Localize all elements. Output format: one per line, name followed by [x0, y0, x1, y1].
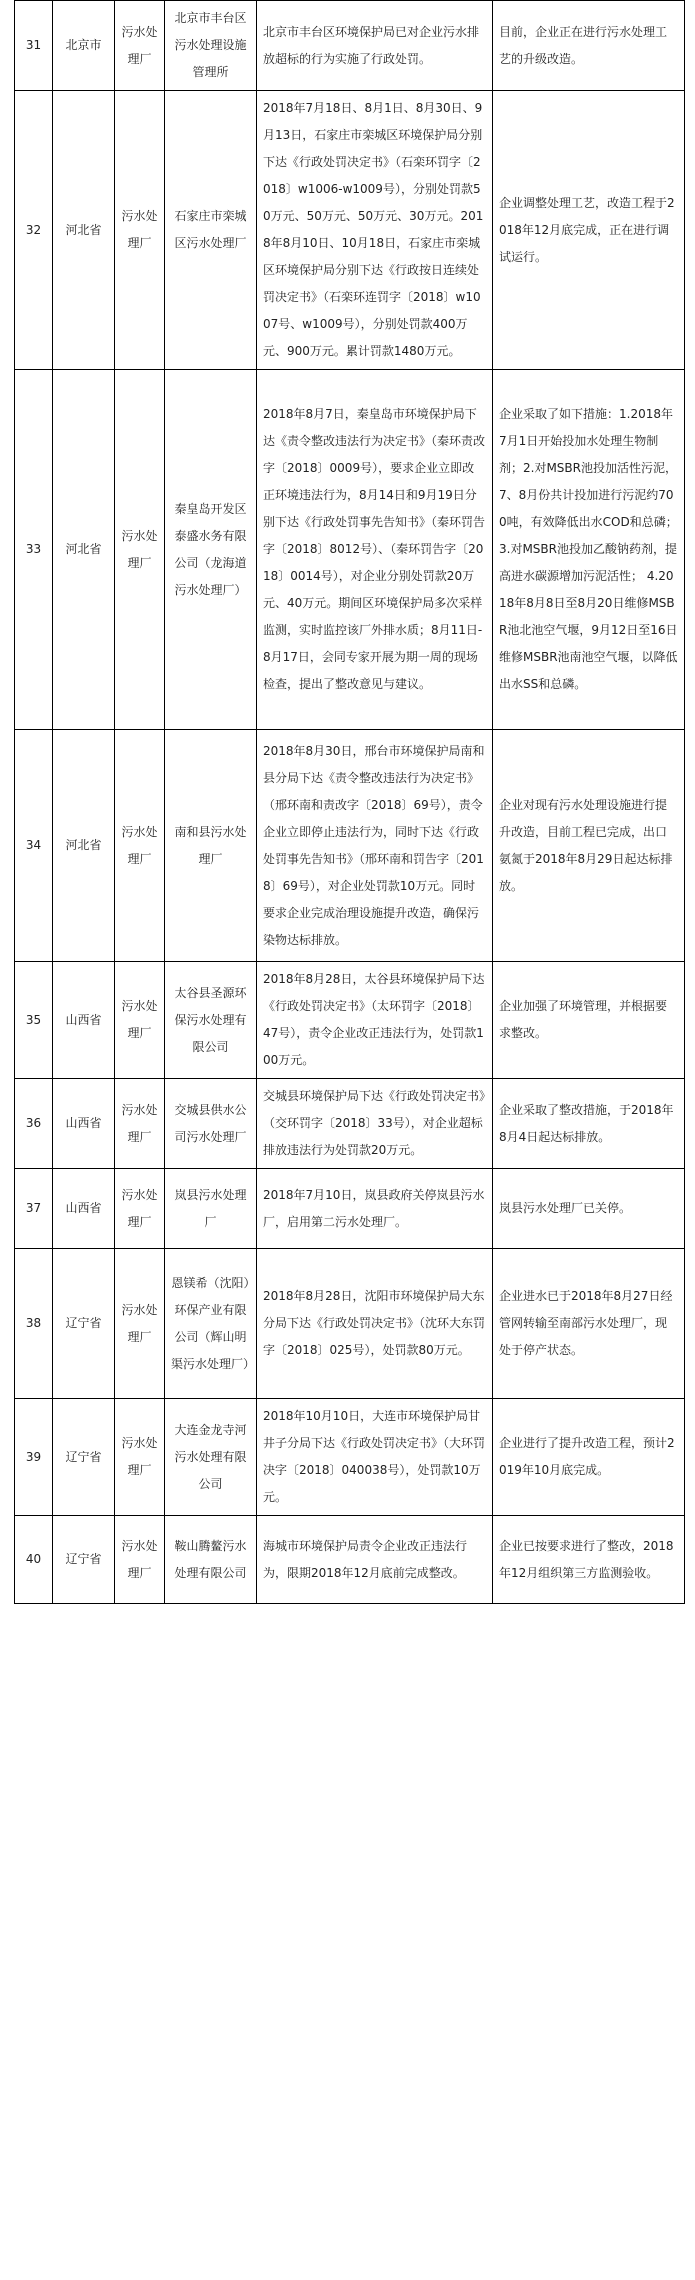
table-row: [15, 370, 685, 730]
facility-type-cell: 污水处理厂: [115, 962, 165, 1079]
rectification-status-cell: 目前，企业正在进行污水处理工艺的升级改造。: [493, 1, 685, 91]
facility-type-cell: 污水处理厂: [115, 1516, 165, 1604]
penalty-details-cell: 2018年8月7日，秦皇岛市环境保护局下达《责令整改违法行为决定书》（秦环责改字〔2018〕0009号），要求企业立即改正环境违法行为，8月14日和9月19日分别下达《行政处罚事先告知书》（秦环罚告字〔2018〕8012号）、（秦环罚告字〔2018〕0014号），对企业分别处罚款20万元、40万元。期间区环境保护局多次采样监测，实时监控该厂外排水质；8月11日-8月17日，会同专家开展为期一周的现场检查，提出了整改意见与建议。: [257, 370, 493, 730]
rectification-status-cell: 企业进行了提升改造工程，预计2019年10月底完成。: [493, 1399, 685, 1516]
province-cell: 山西省: [53, 1169, 115, 1249]
row-number: 35: [15, 962, 53, 1079]
rectification-status-cell: 企业已按要求进行了整改，2018年12月组织第三方监测验收。: [493, 1516, 685, 1604]
penalty-details-cell: 2018年10月10日，大连市环境保护局甘井子分局下达《行政处罚决定书》（大环罚决字〔2018〕040038号），处罚款10万元。: [257, 1399, 493, 1516]
enterprise-name-cell: 恩镁希（沈阳）环保产业有限公司（辉山明渠污水处理厂）: [165, 1249, 257, 1399]
penalty-details-cell: 2018年7月18日、8月1日、8月30日、9月13日，石家庄市栾城区环境保护局分别下达《行政处罚决定书》（石栾环罚字〔2018〕w1006-w1009号），分别处罚款50万元、50万元、50万元、30万元。2018年8月10日、10月18日，石家庄市栾城区环境保护局分别下达《行政按日连续处罚决定书》（石栾环连罚字〔2018〕w1007号、w1009号），分别处罚款400万元、900万元。累计罚款1480万元。: [257, 91, 493, 370]
enterprise-name-cell: 大连金龙寺河污水处理有限公司: [165, 1399, 257, 1516]
table-row: [15, 1169, 685, 1249]
facility-type-cell: 污水处理厂: [115, 91, 165, 370]
table-row: [15, 1516, 685, 1604]
row-number: 39: [15, 1399, 53, 1516]
facility-type-cell: 污水处理厂: [115, 1169, 165, 1249]
table-row: [15, 1249, 685, 1399]
facility-type-cell: 污水处理厂: [115, 1, 165, 91]
row-number: 33: [15, 370, 53, 730]
province-cell: 辽宁省: [53, 1249, 115, 1399]
table-row: [15, 1079, 685, 1169]
enterprise-name-cell: 太谷县圣源环保污水处理有限公司: [165, 962, 257, 1079]
table-row: [15, 1, 685, 91]
rectification-status-cell: 企业采取了如下措施：1.2018年7月1日开始投加水处理生物制剂；2.对MSBR池投加活性污泥，7、8月份共计投加进行污泥约700吨，有效降低出水COD和总磷；3.对MSBR池投加乙酸钠药剂，提高进水碳源增加污泥活性； 4.2018年8月8日至8月20日维修MSBR池北池空气堰，9月12日至16日维修MSBR池南池空气堰，以降低出水SS和总磷。: [493, 370, 685, 730]
row-number: 37: [15, 1169, 53, 1249]
table-body: [15, 1, 685, 1604]
penalty-details-cell: 2018年8月28日，沈阳市环境保护局大东分局下达《行政处罚决定书》（沈环大东罚字〔2018〕025号），处罚款80万元。: [257, 1249, 493, 1399]
province-cell: 辽宁省: [53, 1399, 115, 1516]
penalty-details-cell: 2018年7月10日，岚县政府关停岚县污水厂，启用第二污水处理厂。: [257, 1169, 493, 1249]
table-row: [15, 962, 685, 1079]
rectification-status-cell: 企业采取了整改措施，于2018年8月4日起达标排放。: [493, 1079, 685, 1169]
enterprise-name-cell: 秦皇岛开发区泰盛水务有限公司（龙海道污水处理厂）: [165, 370, 257, 730]
penalty-details-cell: 2018年8月28日，太谷县环境保护局下达《行政处罚决定书》（太环罚字〔2018〕47号），责令企业改正违法行为，处罚款100万元。: [257, 962, 493, 1079]
row-number: 32: [15, 91, 53, 370]
penalty-details-cell: 交城县环境保护局下达《行政处罚决定书》（交环罚字〔2018〕33号），对企业超标排放违法行为处罚款20万元。: [257, 1079, 493, 1169]
penalty-details-cell: 北京市丰台区环境保护局已对企业污水排放超标的行为实施了行政处罚。: [257, 1, 493, 91]
facility-type-cell: 污水处理厂: [115, 1399, 165, 1516]
rectification-status-cell: 企业对现有污水处理设施进行提升改造，目前工程已完成，出口氨氮于2018年8月29日起达标排放。: [493, 730, 685, 962]
table-row: [15, 1399, 685, 1516]
enterprise-name-cell: 北京市丰台区污水处理设施管理所: [165, 1, 257, 91]
row-number: 38: [15, 1249, 53, 1399]
facility-type-cell: 污水处理厂: [115, 370, 165, 730]
province-cell: 河北省: [53, 730, 115, 962]
province-cell: 山西省: [53, 1079, 115, 1169]
row-number: 34: [15, 730, 53, 962]
facility-type-cell: 污水处理厂: [115, 1249, 165, 1399]
province-cell: 山西省: [53, 962, 115, 1079]
table-row: [15, 730, 685, 962]
table-row: [15, 91, 685, 370]
province-cell: 辽宁省: [53, 1516, 115, 1604]
enterprise-name-cell: 岚县污水处理厂: [165, 1169, 257, 1249]
enterprise-name-cell: 鞍山腾鳌污水处理有限公司: [165, 1516, 257, 1604]
row-number: 40: [15, 1516, 53, 1604]
row-number: 31: [15, 1, 53, 91]
province-cell: 河北省: [53, 370, 115, 730]
enterprise-name-cell: 石家庄市栾城区污水处理厂: [165, 91, 257, 370]
row-number: 36: [15, 1079, 53, 1169]
enterprise-name-cell: 南和县污水处理厂: [165, 730, 257, 962]
rectification-status-cell: 企业调整处理工艺，改造工程于2018年12月底完成，正在进行调试运行。: [493, 91, 685, 370]
province-cell: 北京市: [53, 1, 115, 91]
rectification-status-cell: 企业进水已于2018年8月27日经管网转输至南部污水处理厂，现处于停产状态。: [493, 1249, 685, 1399]
rectification-status-cell: 企业加强了环境管理，并根据要求整改。: [493, 962, 685, 1079]
rectification-table: [14, 0, 685, 1604]
rectification-status-cell: 岚县污水处理厂已关停。: [493, 1169, 685, 1249]
facility-type-cell: 污水处理厂: [115, 1079, 165, 1169]
facility-type-cell: 污水处理厂: [115, 730, 165, 962]
penalty-details-cell: 海城市环境保护局责令企业改正违法行为，限期2018年12月底前完成整改。: [257, 1516, 493, 1604]
enterprise-name-cell: 交城县供水公司污水处理厂: [165, 1079, 257, 1169]
penalty-details-cell: 2018年8月30日，邢台市环境保护局南和县分局下达《责令整改违法行为决定书》（邢环南和责改字〔2018〕69号），责令企业立即停止违法行为，同时下达《行政处罚事先告知书》（邢环南和罚告字〔2018〕69号），对企业处罚款10万元。同时要求企业完成治理设施提升改造，确保污染物达标排放。: [257, 730, 493, 962]
province-cell: 河北省: [53, 91, 115, 370]
